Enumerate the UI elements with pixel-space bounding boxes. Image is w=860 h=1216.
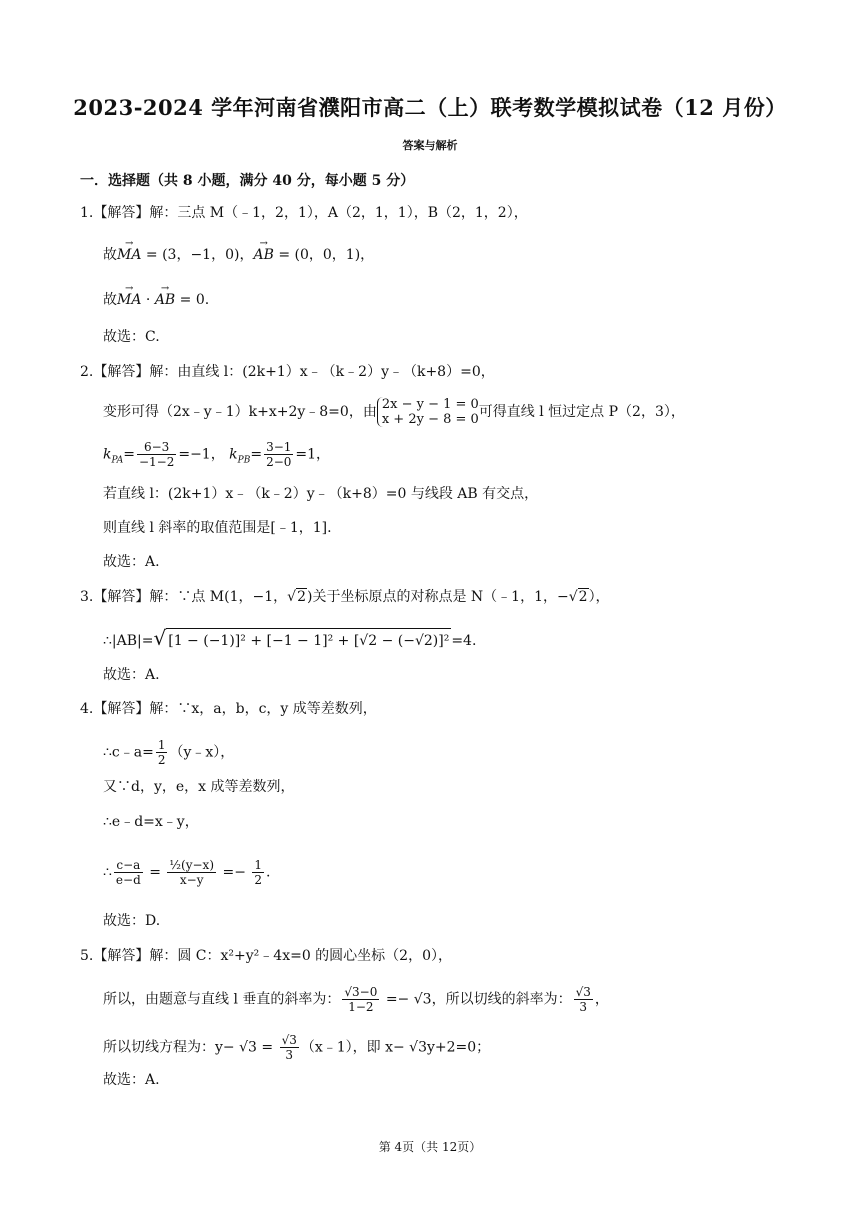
q2-intro: 2.【解答】解：由直线 l：(2k+1）x﹣（k﹣2）y﹣（k+8）=0， [80, 364, 495, 380]
q1-dot-product: 故→ MA · → AB = 0. [103, 290, 209, 310]
page-title: 2023-2024 学年河南省濮阳市高二（上）联考数学模拟试卷（12 月份） [73, 95, 787, 120]
q2-system: 变形可得（2x﹣y﹣1）k+x+2y﹣8=0，由 2x − y − 1 = 0 x + 2y − 8 = 0可得直线 l 恒过定点 P（2，3）， [103, 397, 685, 427]
q4-intro: 4.【解答】解：∵x，a，b，c，y 成等差数列， [80, 701, 377, 717]
q2-choice: 故选：A. [103, 554, 160, 570]
q1-choice: 故选：C. [103, 329, 160, 345]
section-heading: 一．选择题（共 8 小题，满分 40 分，每小题 5 分） [80, 173, 415, 189]
q2-line4: 若直线 l：(2k+1）x﹣（k﹣2）y﹣（k+8）=0 与线段 AB 有交点， [103, 486, 539, 502]
q1-vectors: 故→ MA = (3，−1，0)，→ AB = (0，0，1)， [103, 245, 374, 265]
q4-line2: ∴c﹣a= $\frac{1}{2}$ （y﹣x）， [103, 738, 235, 767]
page-subtitle: 答案与解析 [402, 139, 458, 152]
q3-choice: 故选：A. [103, 667, 160, 683]
page-footer: 第 4页（共 12页） [378, 1140, 482, 1154]
q4-line4: ∴e﹣d=x﹣y， [103, 814, 199, 830]
q5-slope: 所以，由题意与直线 l 垂直的斜率为： $\frac{√3-0}{1-2}$ =− √3，所以切线的斜率为： $\frac{√3}{3}$ ， [103, 985, 609, 1014]
q3-distance: ∴|AB|=√ [1 − (−1)]² + [−1 − 1]² + [√2 − (−√2)]² =4. [103, 626, 477, 650]
q2-line5: 则直线 l 斜率的取值范围是[﹣1，1]. [103, 520, 332, 536]
q3-intro: 3.【解答】解：∵点 M(1，−1，√2)关于坐标原点的对称点是 N（﹣1，1，−√2）， [80, 589, 610, 605]
q5-intro: 5.【解答】解：圆 C：x²+y²﹣4x=0 的圆心坐标（2，0）， [80, 948, 452, 964]
q5-choice: 故选：A. [103, 1072, 160, 1088]
q4-ratio: ∴ $\frac{c-a}{e-d}$ = $\frac{\text{½(y−x)}}{x-y}$ =− $\frac{1}{2}$ . [103, 858, 271, 887]
q4-line3: 又∵d，y，e，x 成等差数列， [103, 779, 295, 795]
q5-tangent: 所以切线方程为：y− √3 = $\frac{√3}{3}$ （x﹣1），即 x− √3y+2=0； [103, 1033, 491, 1062]
q4-choice: 故选：D. [103, 913, 161, 929]
q2-slopes: $k_{PA}=$ $\frac{6-3}{-1-2}$ =−1， $k_{PB}=$ $\frac{3-1}{2-0}$ =1， [103, 440, 331, 469]
q1-intro: 1.【解答】解：三点 M（﹣1，2，1），A（2，1，1），B（2，1，2）， [80, 205, 528, 221]
